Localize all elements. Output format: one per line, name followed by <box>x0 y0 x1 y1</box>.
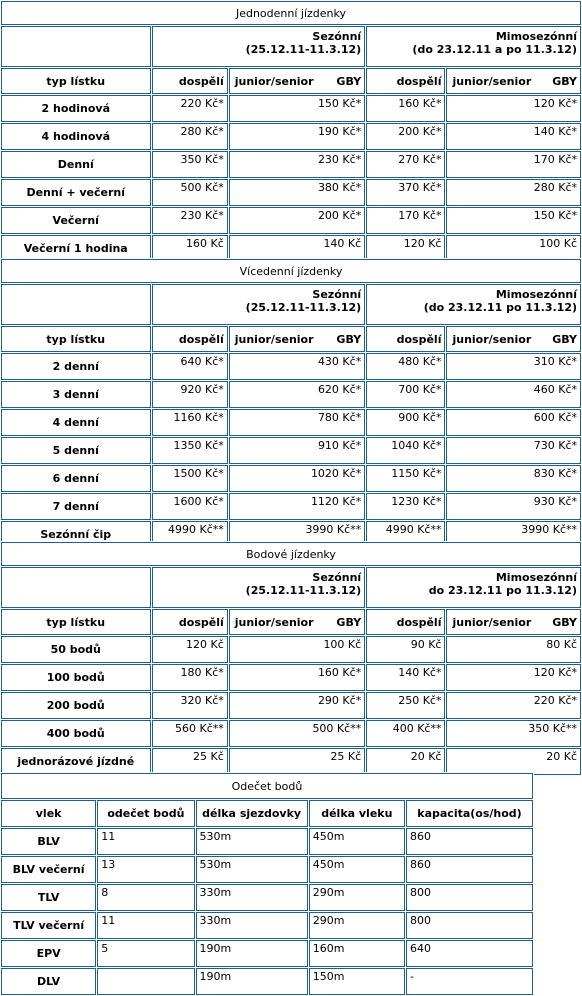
table-cell: 800 <box>406 884 533 911</box>
table-cell: 270 Kč* <box>366 151 445 178</box>
col-slope-length: délka sjezdovky <box>196 800 308 827</box>
table-cell: 430 Kč* <box>229 353 365 380</box>
table-cell <box>97 968 194 995</box>
table-row <box>1 381 581 408</box>
table-cell: 730 Kč* <box>446 437 581 464</box>
row-label: BLV <box>1 828 96 855</box>
table-cell: 930 Kč* <box>446 493 581 520</box>
table-cell: 1600 Kč* <box>152 493 228 520</box>
table-row <box>1 207 581 234</box>
table-row <box>1 912 533 939</box>
table-cell: 530m <box>196 828 308 855</box>
row-label: 200 bodů <box>1 692 151 719</box>
table-cell: 180 Kč* <box>152 664 228 691</box>
row-label: jednorázové jízdné <box>1 748 151 775</box>
row-label: 6 denní <box>1 465 151 492</box>
points-rows <box>1 636 581 775</box>
table-cell: 1040 Kč* <box>366 437 445 464</box>
table-row <box>1 151 581 178</box>
col-points-deducted: odečet bodů <box>97 800 194 827</box>
table-cell: - <box>406 968 533 995</box>
row-label: 100 bodů <box>1 664 151 691</box>
col-ticket-type: typ lístku <box>1 68 151 94</box>
season-header: Sezónní (25.12.11-11.3.12) <box>152 567 366 608</box>
col-adult: dospělí <box>366 609 445 635</box>
table-cell: 330m <box>196 884 308 911</box>
table-cell: 860 <box>406 828 533 855</box>
table-row <box>1 409 581 436</box>
col-junior-gby: junior/senior GBY <box>446 68 581 94</box>
table-cell: 5 <box>97 940 194 967</box>
col-ticket-type: typ lístku <box>1 609 151 635</box>
table-cell: 80 Kč <box>446 636 581 663</box>
row-label: 2 denní <box>1 353 151 380</box>
col-junior-gby: junior/senior GBY <box>229 609 365 635</box>
col-junior-gby: junior/senior GBY <box>229 68 365 94</box>
table-cell: 120 Kč* <box>446 95 581 122</box>
col-adult: dospělí <box>366 326 445 352</box>
col-adult: dospělí <box>152 68 228 94</box>
row-label: TLV <box>1 884 96 911</box>
table-cell: 120 Kč <box>152 636 228 663</box>
table-cell: 160 Kč <box>152 235 228 262</box>
table-cell: 450m <box>309 856 405 883</box>
table-cell: 640 <box>406 940 533 967</box>
table-cell: 11 <box>97 828 194 855</box>
table-cell: 800 <box>406 912 533 939</box>
table-row <box>1 884 533 911</box>
table-cell: 370 Kč* <box>366 179 445 206</box>
table-title: Jednodenní jízdenky <box>1 1 581 25</box>
table-cell: 530m <box>196 856 308 883</box>
table-cell: 450m <box>309 828 405 855</box>
offseason-header: Mimosezónní (do 23.12.11 a po 11.3.12) <box>366 26 581 67</box>
table-title: Odečet bodů <box>1 773 533 799</box>
table-cell: 330m <box>196 912 308 939</box>
table-cell: 90 Kč <box>366 636 445 663</box>
table-cell: 1150 Kč* <box>366 465 445 492</box>
table-cell: 830 Kč* <box>446 465 581 492</box>
col-adult: dospělí <box>152 326 228 352</box>
row-label: EPV <box>1 940 96 967</box>
table-cell: 1020 Kč* <box>229 465 365 492</box>
deduction-rows <box>1 828 533 995</box>
table-cell: 3990 Kč** <box>229 521 365 548</box>
table-cell: 190m <box>196 940 308 967</box>
table-row <box>1 95 581 122</box>
table-cell: 600 Kč* <box>446 409 581 436</box>
table-cell: 400 Kč** <box>366 720 445 747</box>
table-row <box>1 465 581 492</box>
table-cell: 500 Kč* <box>152 179 228 206</box>
deduction-table <box>0 772 534 996</box>
col-ticket-type: typ lístku <box>1 326 151 352</box>
single-day-table <box>0 0 582 263</box>
table-cell: 160 Kč* <box>366 95 445 122</box>
row-label: 4 denní <box>1 409 151 436</box>
table-cell: 120 Kč <box>366 235 445 262</box>
table-cell: 290m <box>309 884 405 911</box>
table-cell: 3990 Kč** <box>446 521 581 548</box>
table-row <box>1 856 533 883</box>
table-cell: 310 Kč* <box>446 353 581 380</box>
table-cell: 1230 Kč* <box>366 493 445 520</box>
points-table <box>0 541 582 776</box>
row-label: 7 denní <box>1 493 151 520</box>
table-row <box>1 692 581 719</box>
row-label: Denní <box>1 151 151 178</box>
table-cell: 480 Kč* <box>366 353 445 380</box>
table-cell: 280 Kč* <box>446 179 581 206</box>
table-row <box>1 179 581 206</box>
table-cell: 4990 Kč** <box>152 521 228 548</box>
row-label: Večerní <box>1 207 151 234</box>
table-row <box>1 720 581 747</box>
table-cell: 1350 Kč* <box>152 437 228 464</box>
season-header: Sezónní (25.12.11-11.3.12) <box>152 284 366 325</box>
table-cell: 190m <box>196 968 308 995</box>
table-cell: 290 Kč* <box>229 692 365 719</box>
table-cell: 13 <box>97 856 194 883</box>
table-cell: 160m <box>309 940 405 967</box>
table-cell: 280 Kč* <box>152 123 228 150</box>
table-title: Vícedenní jízdenky <box>1 259 581 283</box>
table-cell: 780 Kč* <box>229 409 365 436</box>
col-junior-gby: junior/senior GBY <box>446 326 581 352</box>
table-cell: 640 Kč* <box>152 353 228 380</box>
col-lift-length: délka vleku <box>309 800 405 827</box>
table-row <box>1 636 581 663</box>
table-cell: 11 <box>97 912 194 939</box>
table-row <box>1 940 533 967</box>
table-cell: 500 Kč** <box>229 720 365 747</box>
row-label: 400 bodů <box>1 720 151 747</box>
col-junior-gby: junior/senior GBY <box>229 326 365 352</box>
season-header: Sezónní (25.12.11-11.3.12) <box>152 26 366 67</box>
col-capacity: kapacita(os/hod) <box>406 800 533 827</box>
multi-day-table <box>0 258 582 549</box>
table-cell: 190 Kč* <box>229 123 365 150</box>
table-cell: 460 Kč* <box>446 381 581 408</box>
table-cell: 20 Kč <box>366 748 445 775</box>
table-cell: 350 Kč* <box>152 151 228 178</box>
table-cell: 120 Kč* <box>446 664 581 691</box>
row-label: 5 denní <box>1 437 151 464</box>
table-cell: 100 Kč <box>446 235 581 262</box>
table-row <box>1 123 581 150</box>
row-label: Sezónní čip <box>1 521 151 548</box>
table-cell: 350 Kč** <box>446 720 581 747</box>
table-row <box>1 493 581 520</box>
table-cell: 150 Kč* <box>229 95 365 122</box>
table-cell: 140 Kč* <box>366 664 445 691</box>
row-label: Večerní 1 hodina <box>1 235 151 262</box>
table-cell: 900 Kč* <box>366 409 445 436</box>
table-cell: 920 Kč* <box>152 381 228 408</box>
table-row <box>1 748 581 775</box>
row-label: TLV večerní <box>1 912 96 939</box>
table-cell: 170 Kč* <box>446 151 581 178</box>
table-cell: 150 Kč* <box>446 207 581 234</box>
table-row <box>1 353 581 380</box>
table-cell: 860 <box>406 856 533 883</box>
table-cell: 230 Kč* <box>229 151 365 178</box>
col-lift: vlek <box>1 800 96 827</box>
table-cell: 320 Kč* <box>152 692 228 719</box>
table-cell: 200 Kč* <box>366 123 445 150</box>
multi-day-rows <box>1 353 581 548</box>
table-cell: 250 Kč* <box>366 692 445 719</box>
col-adult: dospělí <box>152 609 228 635</box>
row-label: 4 hodinová <box>1 123 151 150</box>
table-cell: 1500 Kč* <box>152 465 228 492</box>
offseason-header: Mimosezónní (do 23.12.11 po 11.3.12) <box>366 284 581 325</box>
table-cell: 700 Kč* <box>366 381 445 408</box>
table-cell: 170 Kč* <box>366 207 445 234</box>
table-row <box>1 437 581 464</box>
table-cell: 150m <box>309 968 405 995</box>
row-label: 3 denní <box>1 381 151 408</box>
table-cell: 20 Kč <box>446 748 581 775</box>
table-title: Bodové jízdenky <box>1 542 581 566</box>
col-adult: dospělí <box>366 68 445 94</box>
table-cell: 290m <box>309 912 405 939</box>
table-cell: 1120 Kč* <box>229 493 365 520</box>
table-cell: 4990 Kč** <box>366 521 445 548</box>
offseason-header: Mimosezónní do 23.12.11 po 11.3.12) <box>366 567 581 608</box>
table-cell: 220 Kč* <box>152 95 228 122</box>
table-cell: 1160 Kč* <box>152 409 228 436</box>
table-cell: 230 Kč* <box>152 207 228 234</box>
table-cell: 560 Kč** <box>152 720 228 747</box>
table-cell: 140 Kč* <box>446 123 581 150</box>
table-cell: 100 Kč <box>229 636 365 663</box>
row-label: 50 bodů <box>1 636 151 663</box>
table-cell: 25 Kč <box>229 748 365 775</box>
col-junior-gby: junior/senior GBY <box>446 609 581 635</box>
table-row <box>1 664 581 691</box>
table-row <box>1 828 533 855</box>
table-cell: 220 Kč* <box>446 692 581 719</box>
table-cell: 8 <box>97 884 194 911</box>
row-label: BLV večerní <box>1 856 96 883</box>
table-row <box>1 968 533 995</box>
row-label: 2 hodinová <box>1 95 151 122</box>
single-day-rows <box>1 95 581 262</box>
row-label: Denní + večerní <box>1 179 151 206</box>
table-cell: 910 Kč* <box>229 437 365 464</box>
table-cell: 200 Kč* <box>229 207 365 234</box>
table-cell: 380 Kč* <box>229 179 365 206</box>
table-cell: 620 Kč* <box>229 381 365 408</box>
table-cell: 25 Kč <box>152 748 228 775</box>
table-cell: 160 Kč* <box>229 664 365 691</box>
table-cell: 140 Kč <box>229 235 365 262</box>
row-label: DLV <box>1 968 96 995</box>
